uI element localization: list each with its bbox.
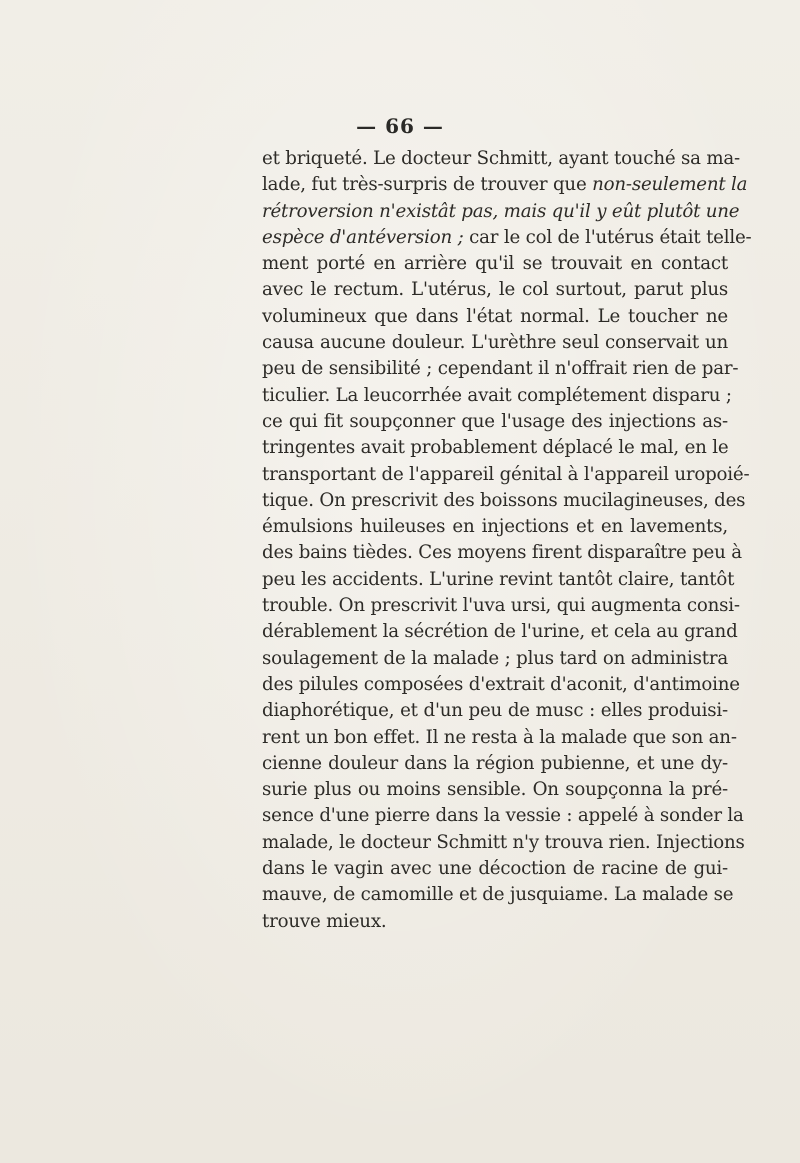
text-segment: cienne douleur dans la région pubienne, et une dy- (262, 752, 728, 774)
text-segment: des bains tièdes. Ces moyens firent disparaître peu à (262, 542, 742, 564)
text-segment: peu de sensibilité ; cependant il n'offrait rien de par- (262, 358, 739, 380)
text-line (262, 646, 728, 672)
text-segment: tringentes avait probablement déplacé le mal, en le (262, 437, 729, 459)
text-segment: car le col de l'utérus était telle- (463, 226, 752, 248)
text-segment: sence d'une pierre dans la vessie : appelé à sonder la (262, 805, 744, 827)
body-text (262, 146, 752, 935)
text-segment: causa aucune douleur. L'urèthre seul conservait un (262, 332, 728, 354)
text-line (262, 199, 740, 225)
text-line (262, 672, 740, 698)
text-line (262, 356, 739, 382)
text-segment: mauve, de camomille et de jusquiame. La malade se (262, 884, 734, 906)
text-line (262, 725, 737, 751)
text-line (262, 462, 750, 488)
text-line (262, 593, 740, 619)
text-line (262, 777, 728, 803)
text-line (262, 277, 728, 303)
text-line (262, 383, 732, 409)
text-segment: ticulier. La leucorrhée avait complétement disparu ; (262, 384, 732, 406)
text-segment: émulsions huileuses en injections et en lavements, (262, 516, 728, 538)
text-segment: transportant de l'appareil génital à l'appareil uropoié- (262, 463, 750, 485)
text-line (262, 172, 748, 198)
text-segment: tique. On prescrivit des boissons mucilagineuses, des (262, 489, 746, 511)
page-number: — 66 — (356, 114, 444, 138)
text-line (262, 751, 728, 777)
text-line (262, 909, 728, 935)
text-segment: diaphorétique, et d'un peu de musc : elles produisi- (262, 700, 728, 722)
text-segment: rent un bon effet. Il ne resta à la malade que son an- (262, 726, 737, 748)
text-segment: surie plus ou moins sensible. On soupçonna la pré- (262, 779, 728, 801)
text-line (262, 540, 742, 566)
text-segment: des pilules composées d'extrait d'aconit, d'antimoine (262, 673, 740, 695)
text-line (262, 251, 728, 277)
text-line (262, 567, 735, 593)
text-line (262, 830, 745, 856)
text-segment: trouble. On prescrivit l'uva ursi, qui augmenta consi- (262, 595, 740, 617)
text-line (262, 435, 728, 461)
italic-text: rétroversion n'existât pas, mais qu'il y eût plutôt une (262, 200, 740, 222)
text-line (262, 698, 728, 724)
text-segment: dans le vagin avec une décoction de racine de gui- (262, 858, 728, 880)
text-line (262, 304, 728, 330)
text-segment: peu les accidents. L'urine revint tantôt claire, tantôt (262, 568, 735, 590)
text-segment: soulagement de la malade ; plus tard on administra (262, 647, 728, 669)
text-segment: volumineux que dans l'état normal. Le toucher ne (262, 305, 728, 327)
text-line (262, 514, 728, 540)
text-segment: ce qui fit soupçonner que l'usage des injections as- (262, 410, 728, 432)
text-segment: ment porté en arrière qu'il se trouvait en contact (262, 253, 728, 275)
text-line (262, 409, 728, 435)
text-line (262, 882, 734, 908)
italic-text: non-seulement la (592, 174, 748, 196)
text-line (262, 146, 740, 172)
text-line (262, 488, 746, 514)
text-segment: lade, fut très-surpris de trouver que (262, 174, 593, 196)
text-segment: malade, le docteur Schmitt n'y trouva rien. Injections (262, 831, 745, 853)
text-segment: et briqueté. Le docteur Schmitt, ayant touché sa ma- (262, 148, 740, 169)
text-line (262, 856, 728, 882)
text-segment: trouve mieux. (262, 910, 387, 932)
text-segment: dérablement la sécrétion de l'urine, et cela au grand (262, 621, 738, 643)
italic-text: espèce d'antéversion ; (262, 226, 464, 248)
text-segment: avec le rectum. L'utérus, le col surtout, parut plus (262, 279, 728, 301)
text-line (262, 330, 728, 356)
text-line (262, 619, 738, 645)
text-line (262, 225, 752, 251)
text-line (262, 803, 744, 829)
